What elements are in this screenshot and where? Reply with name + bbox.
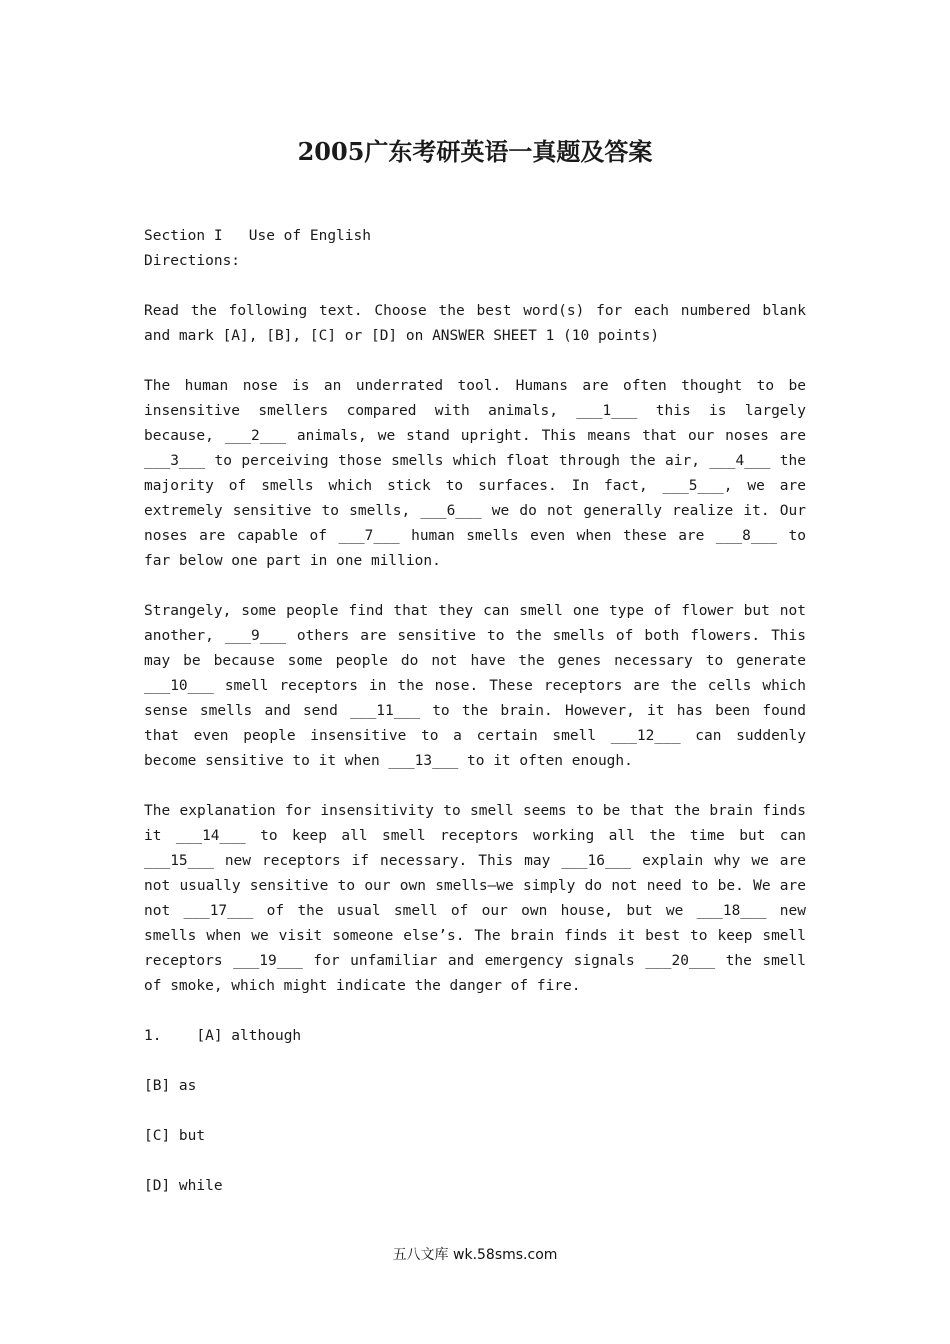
option-a: [A] although xyxy=(196,1028,302,1044)
footer-watermark: 五八文库 wk.58sms.com xyxy=(392,1247,558,1263)
option-b: [B] as xyxy=(144,1078,197,1094)
passage-paragraph-3: The explanation for insensitivity to smell seems to be that the brain finds it ___14___ to keep all smell receptors working all the time but can ___15___ new receptors if necessary. This may ___16___ explain why we are not usually sensitive to our own smells—we simply do not need to be. We are not ___17___ of the usual smell of our own house, but we ___18___ new smells when we visit someone else’s. The brain finds it best to keep smell receptors ___19___ for unfamiliar and emergency signals ___20___ the smell of smoke, which might indicate the danger of fire. xyxy=(144,803,806,994)
document-body xyxy=(144,224,806,1199)
directions-text: Read the following text. Choose the best word(s) for each numbered blank and mark [A], [B], [C] or [D] on ANSWER SHEET 1 (10 points) xyxy=(144,303,806,344)
passage-paragraph-1: The human nose is an underrated tool. Humans are often thought to be insensitive smellers compared with animals, ___1___ this is largely because, ___2___ animals, we stand upright. This means that our noses are ___3___ to perceiving those smells which float through the air, ___4___ the majority of smells which stick to surfaces. In fact, ___5___, we are extremely sensitive to smells, ___6___ we do not generally realize it. Our noses are capable of ___7___ human smells even when these are ___8___ to far below one part in one million. xyxy=(144,378,806,569)
directions-label: Directions: xyxy=(144,253,241,269)
question-1 xyxy=(144,1024,806,1049)
option-c: [C] but xyxy=(144,1128,206,1144)
question-number: 1. xyxy=(144,1028,162,1044)
document-title: 2005广东考研英语一真题及答案 xyxy=(297,137,653,166)
option-d: [D] while xyxy=(144,1178,223,1194)
section-heading: Section I Use of English xyxy=(144,228,371,244)
passage-paragraph-2: Strangely, some people find that they can smell one type of flower but not another, ___9___ others are sensitive to the smells of both flowers. This may be because some people do not have the genes necessary to generate ___10___ smell receptors in the nose. These receptors are the cells which sense smells and send ___11___ to the brain. However, it has been found that even people insensitive to a certain smell ___12___ can suddenly become sensitive to it when ___13___ to it often enough. xyxy=(144,603,806,769)
